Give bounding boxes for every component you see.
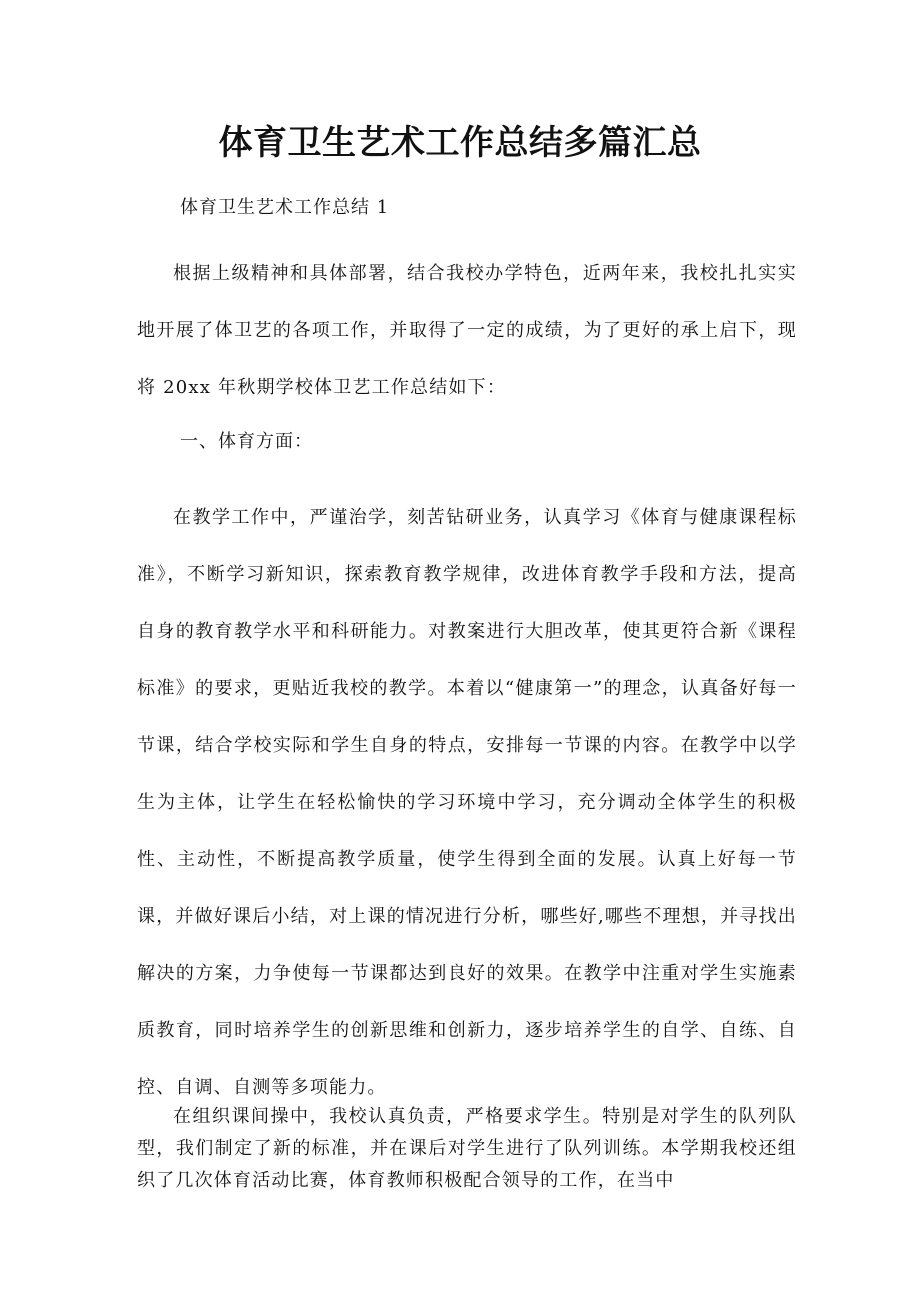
document-subheading: 体育卫生艺术工作总结 1 [180,197,390,218]
exercise-paragraph: 在组织课间操中，我校认真负责，严格要求学生。特别是对学生的队列队型，我们制定了新的标准，并在课后对学生进行了队列训练。本学期我校还组织了几次体育活动比赛，体育教师积极配合领导的工作，在当中 [137,1106,797,1191]
intro-paragraph: 根据上级精神和具体部署，结合我校办学特色，近两年来，我校扎扎实实地开展了体卫艺的各项工作，并取得了一定的成绩，为了更好的承上启下，现将 20xx 年秋期学校体卫艺工作总结如下： [137,263,797,398]
document-title: 体育卫生艺术工作总结多篇汇总 [218,123,702,163]
section-heading-sports: 一、体育方面： [180,431,313,452]
teaching-paragraph: 在教学工作中，严谨治学，刻苦钻研业务，认真学习《体育与健康课程标准》，不断学习新知识，探索教育教学规律，改进体育教学手段和方法，提高自身的教育教学水平和科研能力。对教案进行大胆改革，使其更符合新《课程标准》的要求，更贴近我校的教学。本着以“健康第一”的理念，认真备好每一节课，结合学校实际和学生自身的特点，安排每一节课的内容。在教学中以学生为主体，让学生在轻松愉快的学习环境中学习，充分调动全体学生的积极性、主动性，不断提高教学质量，使学生得到全面的发展。认真上好每一节课，并做好课后小结，对上课的情况进行分析，哪些好,哪些不理想，并寻找出解决的方案，力争使每一节课都达到良好的效果。在教学中注重对学生实施素质教育，同时培养学生的创新思维和创新力，逐步培养学生的自学、自练、自控、自调、自测等多项能力。 [137,507,797,1098]
